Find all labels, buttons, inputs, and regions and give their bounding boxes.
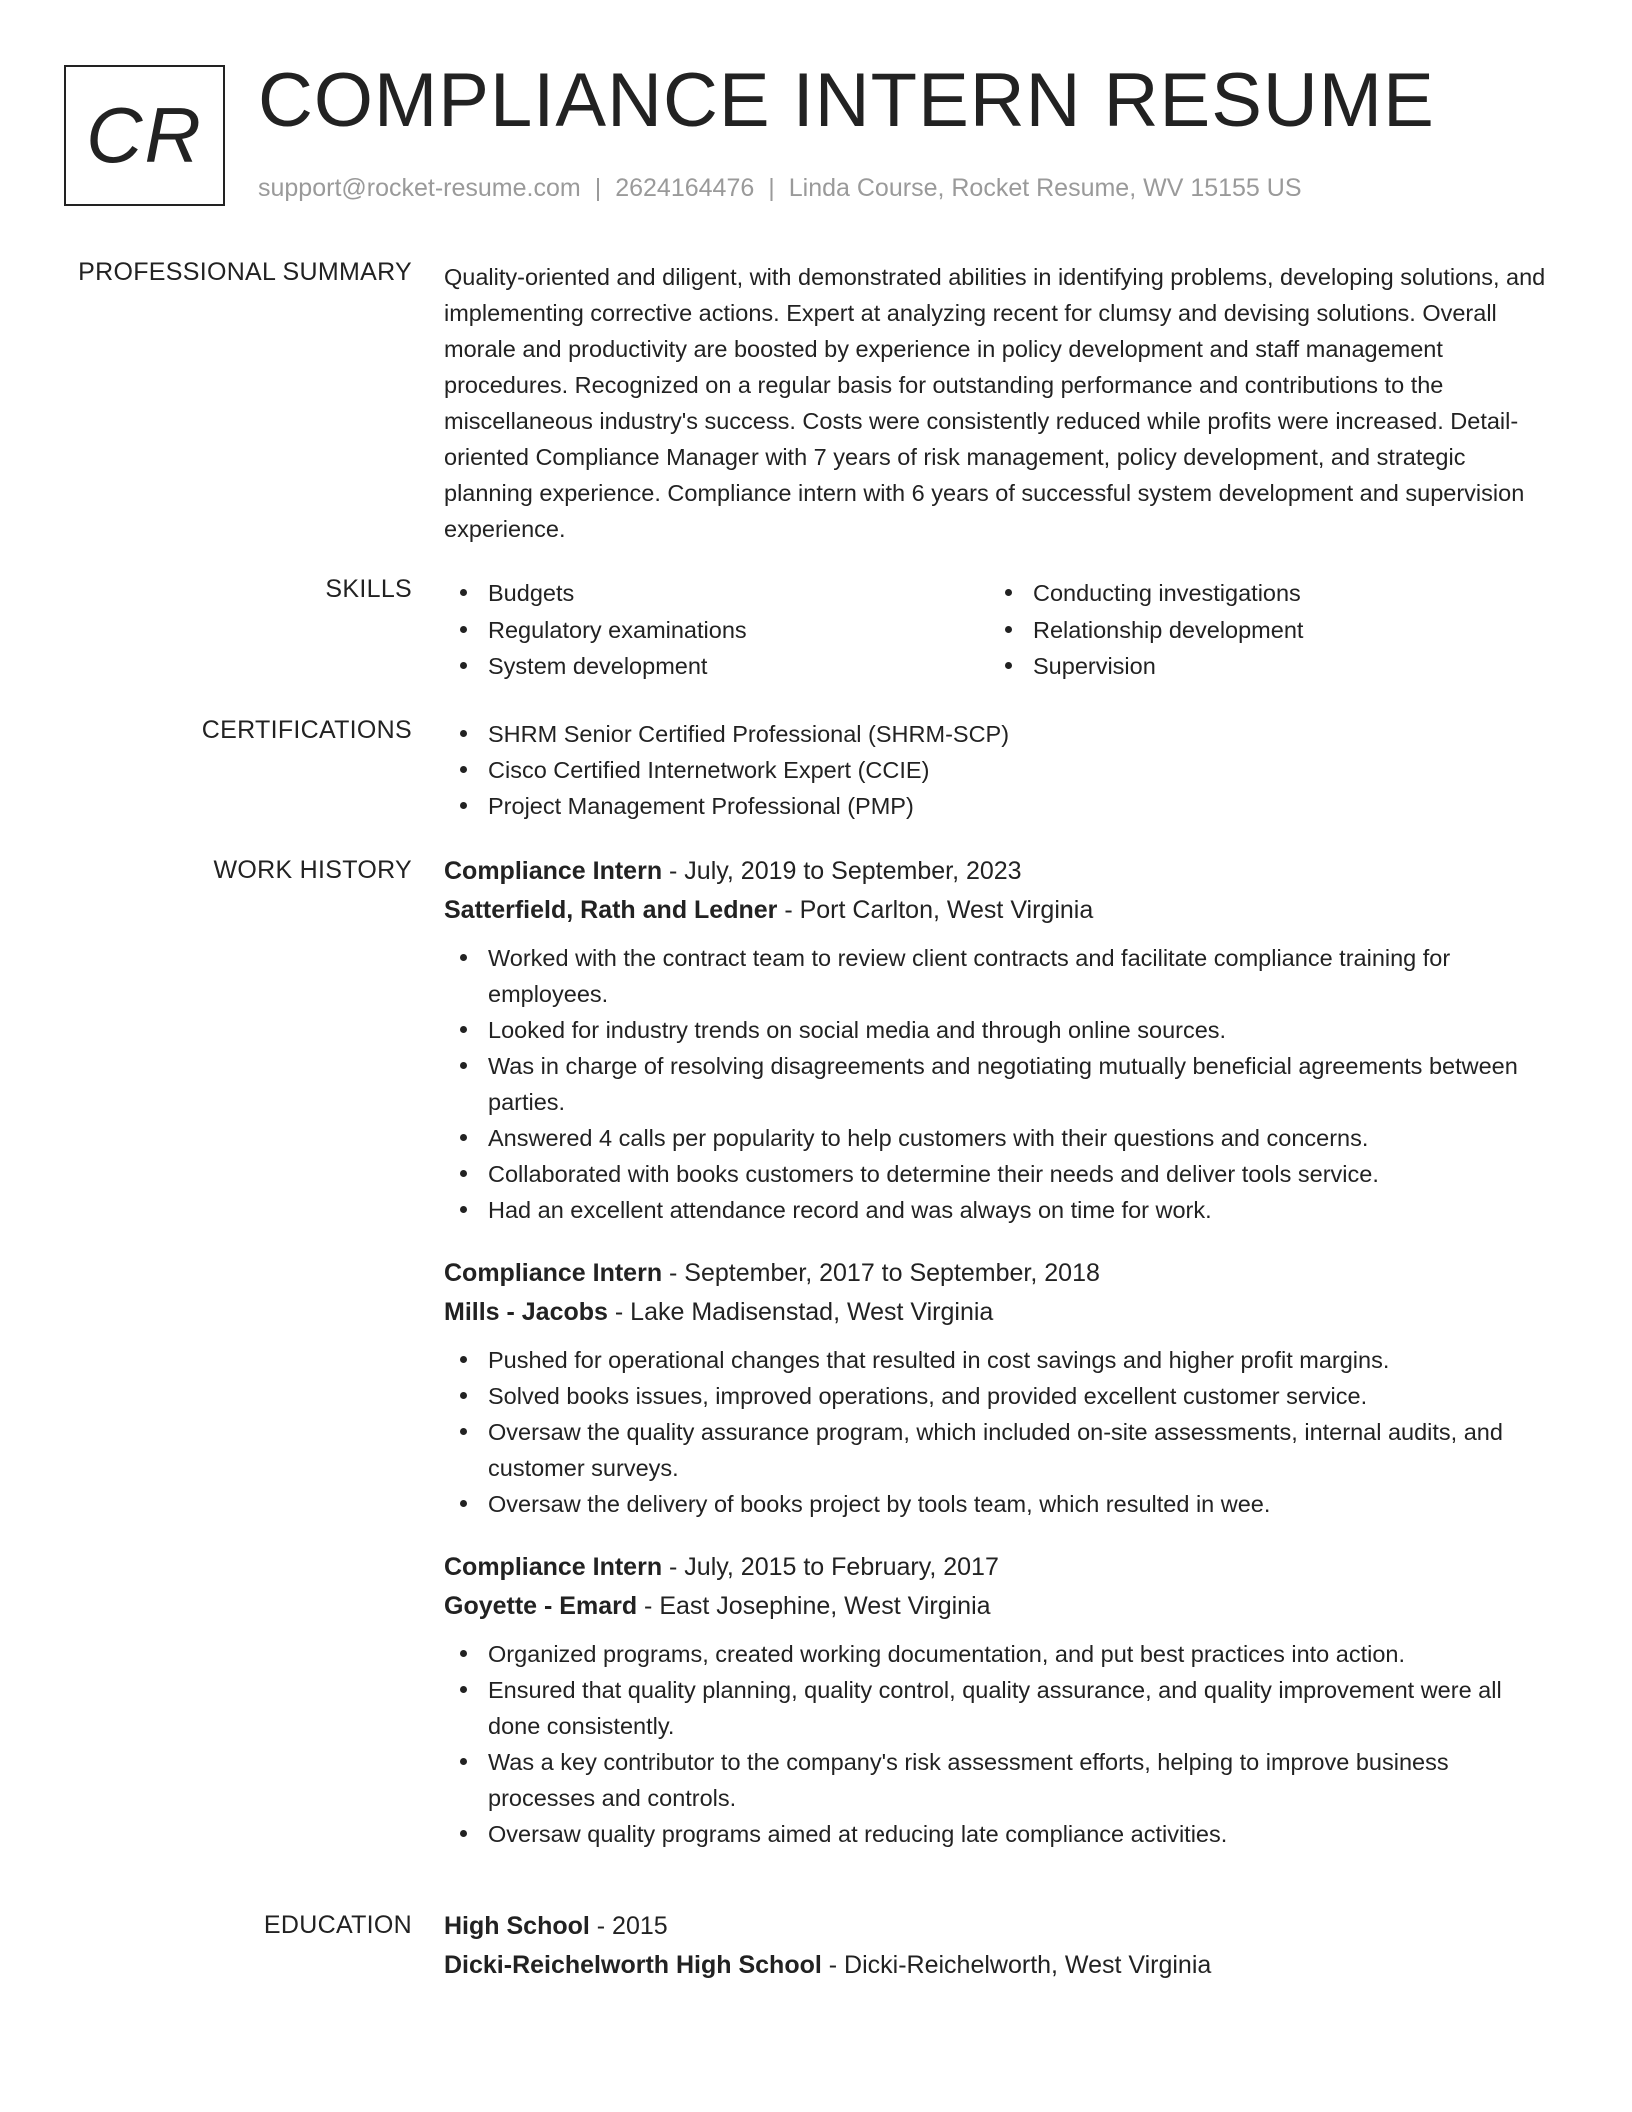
education-degree-line: [444, 1907, 1554, 1946]
contact-separator: |: [768, 174, 775, 202]
education-degree: High School: [444, 1912, 590, 1940]
job-title: Compliance Intern: [444, 1553, 663, 1581]
section-label-certifications: CERTIFICATIONS: [201, 716, 412, 744]
certification-item: SHRM Senior Certified Professional (SHRM-SCP): [444, 716, 1554, 752]
job-duty: Was in charge of resolving disagreements and negotiating mutually beneficial agreements between parties.: [444, 1048, 1554, 1120]
job-title-line: [444, 852, 1554, 891]
skills-list-right: [989, 575, 1534, 685]
certification-item: Cisco Certified Internetwork Expert (CCIE): [444, 752, 1554, 788]
job-duty: Ensured that quality planning, quality control, quality assurance, and quality improvement were all done consistently.: [444, 1672, 1554, 1744]
job-dates: - July, 2019 to September, 2023: [662, 857, 1022, 885]
job-company: Goyette - Emard: [444, 1592, 638, 1620]
section-label-education: EDUCATION: [263, 1911, 412, 1939]
job-duty: Looked for industry trends on social media and through online sources.: [444, 1012, 1554, 1048]
skill-item: System development: [444, 648, 989, 685]
education-body: [444, 1907, 1554, 1985]
job-duties: [444, 940, 1554, 1228]
job-duty: Answered 4 calls per popularity to help customers with their questions and concerns.: [444, 1120, 1554, 1156]
job-duty: Pushed for operational changes that resulted in cost savings and higher profit margins.: [444, 1342, 1554, 1378]
resume-title: COMPLIANCE INTERN RESUME: [258, 58, 1435, 143]
job-entry: [444, 852, 1554, 1228]
job-company: Satterfield, Rath and Ledner: [444, 896, 778, 924]
job-location: - Lake Madisenstad, West Virginia: [607, 1298, 994, 1326]
job-duty: Oversaw the delivery of books project by tools team, which resulted in wee.: [444, 1486, 1554, 1522]
contact-phone[interactable]: 2624164476: [615, 174, 755, 202]
job-entry: [444, 1548, 1554, 1852]
job-title: Compliance Intern: [444, 1259, 663, 1287]
job-company: Mills - Jacobs: [444, 1298, 608, 1326]
education-location: - Dicki-Reichelworth, West Virginia: [821, 1951, 1212, 1979]
skill-item: Regulatory examinations: [444, 612, 989, 649]
skill-item: Conducting investigations: [989, 575, 1534, 612]
contact-email[interactable]: support@rocket-resume.com: [258, 174, 581, 202]
skills-list-left: [444, 575, 989, 685]
job-duty: Was a key contributor to the company's risk assessment efforts, helping to improve business processes and controls.: [444, 1744, 1554, 1816]
contact-separator: |: [594, 174, 602, 202]
education-school-line: [444, 1946, 1554, 1985]
certification-item: Project Management Professional (PMP): [444, 788, 1554, 824]
education-school: Dicki-Reichelworth High School: [444, 1951, 822, 1979]
job-duty: Collaborated with books customers to determine their needs and deliver tools service.: [444, 1156, 1554, 1192]
summary-text: Quality-oriented and diligent, with demonstrated abilities in identifying problems, developing solutions, and implementing corrective actions. Expert at analyzing recent for clumsy and devising solutions. Overall morale and productivity are boosted by experience in policy development and staff management procedures. Recognized on a regular basis for outstanding performance and contributions to the miscellaneous industry's success. Costs were consistently reduced while profits were increased. Detail-oriented Compliance Manager with 7 years of risk management, policy development, and strategic planning experience. Compliance intern with 6 years of successful system development and supervision experience.: [444, 264, 1546, 542]
job-title-line: [444, 1548, 1554, 1587]
monogram-logo: CR: [64, 65, 225, 206]
summary-body: [444, 259, 1554, 547]
skills-grid: [444, 575, 1554, 685]
job-duties: [444, 1636, 1554, 1852]
certifications-list: [444, 716, 1554, 824]
contact-line: [258, 174, 1302, 203]
section-label-work-history: WORK HISTORY: [213, 856, 412, 884]
job-duty: Worked with the contract team to review client contracts and facilitate compliance training for employees.: [444, 940, 1554, 1012]
job-duty: Oversaw quality programs aimed at reducing late compliance activities.: [444, 1816, 1554, 1852]
job-duty: Oversaw the quality assurance program, which included on-site assessments, internal audits, and customer surveys.: [444, 1414, 1554, 1486]
education-year: - 2015: [589, 1912, 668, 1940]
job-company-line: [444, 1293, 1554, 1332]
section-label-summary: PROFESSIONAL SUMMARY: [78, 258, 412, 286]
contact-address: Linda Course, Rocket Resume, WV 15155 US: [788, 174, 1302, 202]
job-entry: [444, 1254, 1554, 1522]
job-duties: [444, 1342, 1554, 1522]
job-dates: - September, 2017 to September, 2018: [662, 1259, 1100, 1287]
job-company-line: [444, 1587, 1554, 1626]
job-location: - Port Carlton, West Virginia: [777, 896, 1094, 924]
skill-item: Budgets: [444, 575, 989, 612]
job-dates: - July, 2015 to February, 2017: [662, 1553, 999, 1581]
job-title: Compliance Intern: [444, 857, 663, 885]
job-duty: Solved books issues, improved operations, and provided excellent customer service.: [444, 1378, 1554, 1414]
job-company-line: [444, 891, 1554, 930]
section-label-skills: SKILLS: [325, 575, 412, 603]
job-duty: Had an excellent attendance record and was always on time for work.: [444, 1192, 1554, 1228]
job-location: - East Josephine, West Virginia: [637, 1592, 991, 1620]
job-title-line: [444, 1254, 1554, 1293]
skill-item: Supervision: [989, 648, 1534, 685]
work-history-body: [444, 852, 1554, 1878]
certifications-body: [444, 716, 1554, 824]
skill-item: Relationship development: [989, 612, 1534, 649]
job-duty: Organized programs, created working documentation, and put best practices into action.: [444, 1636, 1554, 1672]
